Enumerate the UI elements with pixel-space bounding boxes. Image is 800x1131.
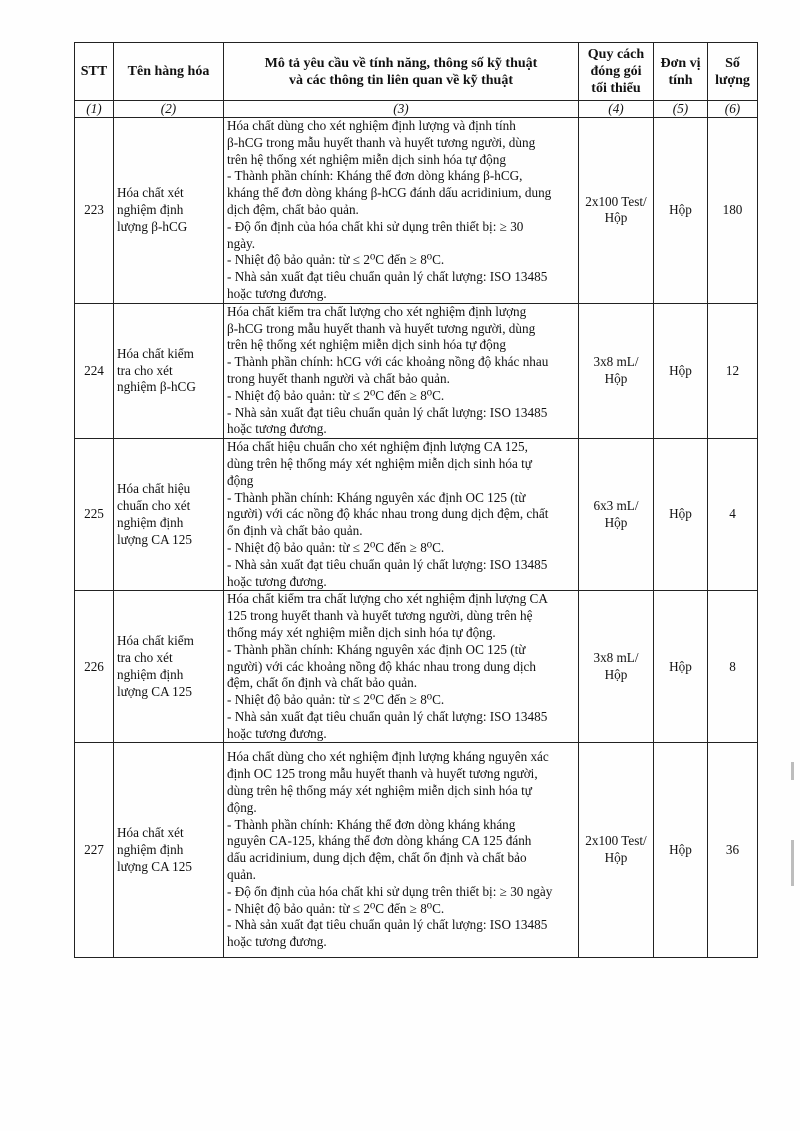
text-line: dịch đệm, chất bảo quản. (227, 201, 359, 217)
text-line: động. (227, 799, 257, 815)
text-line: Hóa chất kiểm (117, 345, 194, 361)
row-description (224, 591, 579, 743)
text-line: - Nhiệt độ bảo quản: từ ≤ 2⁰C đến ≥ 8⁰C. (227, 539, 445, 555)
row-packaging (579, 439, 654, 591)
row-unit: Hộp (654, 743, 708, 958)
text-line: - Thành phần chính: Kháng thể đơn dòng kháng β-hCG, (227, 168, 523, 184)
row-description (224, 303, 579, 438)
text-line: - Nhà sản xuất đạt tiêu chuẩn quản lý chất lượng: ISO 13485 (227, 269, 548, 285)
row-packaging (579, 118, 654, 304)
text-line: 3x8 mL/ (593, 354, 639, 370)
text-line: - Nhiệt độ bảo quản: từ ≤ 2⁰C đến ≥ 8⁰C. (227, 387, 445, 403)
row-packaging (579, 591, 654, 743)
text-line: trên hệ thống xét nghiệm miễn dịch sinh hóa tự động (227, 337, 506, 353)
text-line: - Nhiệt độ bảo quản: từ ≤ 2⁰C đến ≥ 8⁰C. (227, 252, 445, 268)
col-number: (3) (224, 101, 579, 118)
text-line: lượng CA 125 (117, 531, 192, 547)
text-line: lượng CA 125 (117, 683, 192, 699)
row-product-name (114, 303, 224, 438)
row-stt: 223 (75, 118, 114, 304)
text-line: nghiệm β-hCG (117, 379, 196, 395)
row-product-name (114, 591, 224, 743)
row-stt: 224 (75, 303, 114, 438)
text-line: Hóa chất dùng cho xét nghiệm định lượng kháng nguyên xác (227, 749, 549, 765)
row-quantity: 4 (708, 439, 758, 591)
row-unit: Hộp (654, 303, 708, 438)
header-quantity (708, 43, 758, 101)
text-line: - Thành phần chính: Kháng nguyên xác định OC 125 (từ (227, 489, 526, 505)
text-line: lượng CA 125 (117, 858, 192, 874)
text-line: Số (725, 55, 740, 71)
text-line: Mô tả yêu cầu về tính năng, thông số kỹ thuật (264, 55, 538, 71)
text-line: 3x8 mL/ (593, 650, 639, 666)
header-stt: STT (75, 43, 114, 101)
text-line: tối thiểu (591, 81, 641, 96)
text-line: - Nhà sản xuất đạt tiêu chuẩn quản lý chất lượng: ISO 13485 (227, 404, 548, 420)
row-stt: 226 (75, 591, 114, 743)
text-line: ổn định và chất bảo quản. (227, 523, 363, 539)
col-number: (5) (654, 101, 708, 118)
text-line: - Nhiệt độ bảo quản: từ ≤ 2⁰C đến ≥ 8⁰C. (227, 900, 445, 916)
text-line: Hóa chất xét (117, 825, 184, 841)
scan-edge-mark (791, 840, 794, 886)
row-product-name (114, 743, 224, 958)
text-line: trong huyết thanh người và chất bảo quản. (227, 370, 450, 386)
row-product-name (114, 439, 224, 591)
header-packaging (579, 43, 654, 101)
row-description (224, 118, 579, 304)
text-line: nghiệm định (117, 841, 184, 857)
text-line: lượng (715, 72, 750, 88)
col-number: (4) (579, 101, 654, 118)
row-unit: Hộp (654, 591, 708, 743)
text-line: và các thông tin liên quan về kỹ thuật (288, 72, 514, 88)
text-line: định OC 125 trong mẫu huyết thanh và huyết tương người, (227, 766, 538, 782)
table-row (75, 118, 758, 304)
header-row (75, 43, 758, 101)
text-line: Hóa chất kiểm tra chất lượng cho xét nghiệm định lượng CA (227, 591, 548, 607)
row-packaging (579, 303, 654, 438)
text-line: - Thành phần chính: Kháng nguyên xác định OC 125 (từ (227, 641, 526, 657)
text-line: hoặc tương đương. (227, 285, 327, 301)
text-line: - Nhiệt độ bảo quản: từ ≤ 2⁰C đến ≥ 8⁰C. (227, 692, 445, 708)
text-line: đóng gói (590, 64, 642, 79)
text-line: Hóa chất xét (117, 185, 184, 201)
text-line: 6x3 mL/ (593, 497, 639, 513)
text-line: 125 trong huyết thanh và huyết tương người, dùng trên hệ (227, 608, 533, 624)
row-stt: 225 (75, 439, 114, 591)
header-unit (654, 43, 708, 101)
text-line: - Độ ổn định của hóa chất khi sử dụng trên thiết bị: ≥ 30 (227, 218, 524, 234)
text-line: hoặc tương đương. (227, 421, 327, 437)
col-number: (6) (708, 101, 758, 118)
table-row (75, 439, 758, 591)
row-description (224, 743, 579, 958)
table-row (75, 303, 758, 438)
text-line: ngày. (227, 235, 256, 251)
col-number: (1) (75, 101, 114, 118)
table-row (75, 591, 758, 743)
text-line: nguyên CA-125, kháng thể đơn dòng kháng CA 125 đánh (227, 833, 532, 849)
row-quantity: 8 (708, 591, 758, 743)
text-line: tính (668, 72, 693, 88)
row-stt: 227 (75, 743, 114, 958)
text-line: 2x100 Test/ (585, 833, 647, 849)
text-line: tra cho xét (117, 650, 173, 666)
header-description (224, 43, 579, 101)
text-line: β-hCG trong mẫu huyết thanh và huyết tương người, dùng (227, 320, 536, 336)
row-product-name (114, 118, 224, 304)
text-line: dùng trên hệ thống máy xét nghiệm miễn dịch sinh hóa tự (227, 783, 532, 799)
text-line: tra cho xét (117, 362, 173, 378)
text-line: dùng trên hệ thống máy xét nghiệm miễn dịch sinh hóa tự (227, 455, 532, 471)
text-line: hoặc tương đương. (227, 934, 327, 950)
text-line: người) với các khoảng nồng độ khác nhau trong dung dịch (227, 658, 536, 674)
text-line: Hộp (604, 666, 628, 682)
text-line: - Thành phần chính: hCG với các khoảng nồng độ khác nhau (227, 354, 549, 370)
text-line: chuẩn cho xét (117, 497, 191, 513)
product-spec-table (74, 42, 758, 958)
text-line: β-hCG trong mẫu huyết thanh và huyết tương người, dùng (227, 134, 536, 150)
table-row (75, 743, 758, 958)
text-line: động (227, 472, 254, 488)
row-quantity: 36 (708, 743, 758, 958)
text-line: Hóa chất hiệu (117, 481, 191, 497)
text-line: Hộp (604, 850, 628, 866)
text-line: - Thành phần chính: Kháng thể đơn dòng kháng kháng (227, 816, 516, 832)
text-line: dấu acridinium, dung dịch đệm, chất ổn định và chất bảo (227, 850, 527, 866)
text-line: Hộp (604, 210, 628, 226)
text-line: - Độ ổn định của hóa chất khi sử dụng trên thiết bị: ≥ 30 ngày (227, 883, 553, 899)
col-number: (2) (114, 101, 224, 118)
text-line: người) với các nồng độ khác nhau trong dung dịch đệm, chất (227, 506, 549, 522)
row-quantity: 12 (708, 303, 758, 438)
text-line: hoặc tương đương. (227, 725, 327, 741)
text-line: quản. (227, 867, 256, 883)
text-line: Đơn vị (660, 55, 701, 71)
text-line: - Nhà sản xuất đạt tiêu chuẩn quản lý chất lượng: ISO 13485 (227, 708, 548, 724)
text-line: nghiệm định (117, 514, 184, 530)
column-number-row (75, 101, 758, 118)
text-line: Hộp (604, 514, 628, 530)
text-line: Hóa chất dùng cho xét nghiệm định lượng và định tính (227, 118, 516, 133)
text-line: Hóa chất hiệu chuẩn cho xét nghiệm định lượng CA 125, (227, 439, 528, 455)
text-line: Hóa chất kiểm (117, 633, 194, 649)
row-unit: Hộp (654, 439, 708, 591)
text-line: thống máy xét nghiệm miễn dịch sinh hóa tự động. (227, 624, 496, 640)
text-line: nghiệm định (117, 201, 184, 217)
scan-edge-mark (791, 762, 794, 780)
row-unit: Hộp (654, 118, 708, 304)
text-line: lượng β-hCG (117, 218, 188, 234)
text-line: đệm, chất ổn định và chất bảo quản. (227, 675, 418, 691)
text-line: Quy cách (587, 47, 645, 62)
text-line: Hóa chất kiểm tra chất lượng cho xét nghiệm định lượng (227, 303, 527, 319)
text-line: - Nhà sản xuất đạt tiêu chuẩn quản lý chất lượng: ISO 13485 (227, 917, 548, 933)
row-description (224, 439, 579, 591)
header-name: Tên hàng hóa (114, 43, 224, 101)
text-line: - Nhà sản xuất đạt tiêu chuẩn quản lý chất lượng: ISO 13485 (227, 556, 548, 572)
text-line: nghiệm định (117, 666, 184, 682)
text-line: 2x100 Test/ (585, 193, 647, 209)
text-line: trên hệ thống xét nghiệm miễn dịch sinh hóa tự động (227, 151, 506, 167)
row-packaging (579, 743, 654, 958)
text-line: hoặc tương đương. (227, 573, 327, 589)
row-quantity: 180 (708, 118, 758, 304)
text-line: Hộp (604, 370, 628, 386)
text-line: kháng thể đơn dòng kháng β-hCG đánh dấu acridinium, dung (227, 185, 552, 201)
